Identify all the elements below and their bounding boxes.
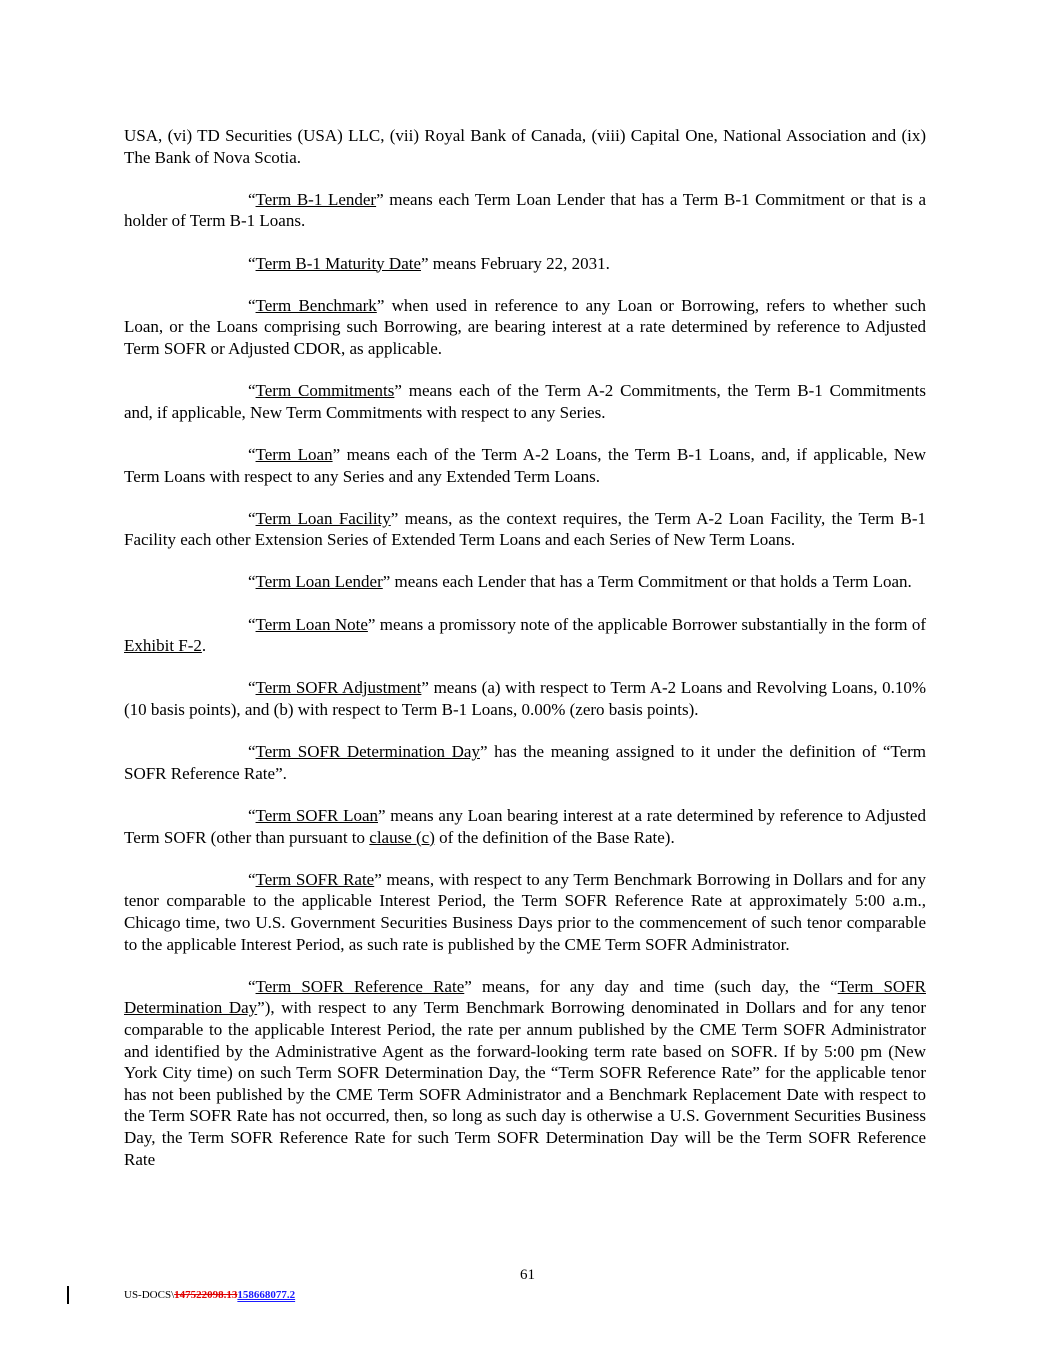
definition-paragraph <box>124 444 926 487</box>
definition-paragraph <box>124 253 926 275</box>
document-id-inserted: 158668077.2 <box>237 1289 296 1301</box>
defined-term: Term SOFR Determination Day <box>255 742 480 762</box>
defined-term: Term SOFR Loan <box>255 806 378 825</box>
paragraph-text: “ <box>248 295 256 315</box>
defined-term: Term SOFR Reference Rate <box>255 976 465 996</box>
paragraph-text: ” means February 22, 2031. <box>421 253 610 273</box>
paragraph-text: ” when used in reference to any Loan or Borrowing, refers to whether such Loan, or the Loans comprising such Borrowing, are bearing interest at a rate determined by reference to Adjusted Term SOFR or Adjusted CDOR, as applicable. <box>124 295 926 358</box>
definition-paragraph <box>124 380 926 423</box>
paragraph-text: “ <box>248 508 256 528</box>
definition-paragraph <box>124 125 926 168</box>
document-id <box>124 1289 295 1301</box>
paragraph-text: ” means each Lender that has a Term Commitment or that holds a Term Loan. <box>382 572 912 592</box>
paragraph-text: ” means a promissory note of the applicable Borrower substantially in the form of <box>367 614 926 634</box>
defined-term: Term B-1 Lender <box>255 189 377 209</box>
definition-paragraph <box>124 508 926 551</box>
paragraph-text: ”), with respect to any Term Benchmark Borrowing denominated in Dollars and for any tenor comparable to the applicable Interest Period, the rate per annum published by the CME Term SOFR Administrator and identified by the Administrative Agent as the forward-looking term rate based on SOFR. If by 5:00 pm (New York City time) on such Term SOFR Determination Day, the “Term SOFR Reference Rate” for the applicable tenor has not been published by the CME Term SOFR Administrator and a Benchmark Replacement Date with respect to the Term SOFR Rate has not occurred, then, so long as such day is otherwise a U.S. Government Securities Business Day, the Term SOFR Reference Rate for such Term SOFR Determination Day will be the Term SOFR Reference Rate <box>124 998 926 1169</box>
paragraph-text: “ <box>248 742 256 762</box>
defined-term: Term Benchmark <box>255 295 377 315</box>
defined-term: Term Loan <box>255 444 333 464</box>
paragraph-text: “ <box>248 444 256 464</box>
paragraph-text: ” means, with respect to any Term Benchmark Borrowing in Dollars and for any tenor comparable to the applicable Interest Period, the Term SOFR Reference Rate at approximately 5:00 a.m., Chicago time, two U.S. Government Securities Business Days prior to the commencement of such tenor comparable to the applicable Interest Period, as such rate is published by the CME Term SOFR Administrator. <box>124 869 927 954</box>
paragraph-text: “ <box>248 869 256 889</box>
paragraph-text: ” means each of the Term A-2 Loans, the Term B-1 Loans, and, if applicable, New Term Loans with respect to any Series and any Extended Term Loans. <box>124 444 926 486</box>
paragraph-text: “ <box>248 189 256 209</box>
defined-term: Term SOFR Rate <box>255 869 375 889</box>
document-id-deleted: 147522098.13 <box>174 1289 238 1301</box>
definition-paragraph <box>124 677 926 720</box>
paragraph-text: ” means any Loan bearing interest at a rate determined by reference to Adjusted Term SOFR (other than pursuant to <box>124 806 926 847</box>
paragraph-text: USA, (vi) TD Securities (USA) LLC, (vii) Royal Bank of Canada, (viii) Capital One, National Association and (ix) The Bank of Nova Scotia. <box>124 126 926 167</box>
paragraph-text: “ <box>248 572 256 592</box>
defined-term: Term SOFR Determination Day <box>124 976 926 1018</box>
defined-term: Term B-1 Maturity Date <box>255 253 422 273</box>
definition-paragraph <box>124 869 926 955</box>
defined-term: clause (c) <box>369 827 435 847</box>
paragraph-text: ” means each Term Loan Lender that has a Term B-1 Commitment or that is a holder of Term B-1 Loans. <box>124 189 926 231</box>
defined-term: Term Commitments <box>255 381 395 401</box>
definition-paragraph <box>124 189 926 232</box>
revision-change-bar <box>67 1286 69 1304</box>
paragraph-text: “ <box>248 253 256 273</box>
paragraph-text: “ <box>248 678 256 698</box>
document-id-prefix: US-DOCS\ <box>124 1289 175 1301</box>
defined-term: Term Loan Note <box>255 614 368 634</box>
paragraph-text: of the definition of the Base Rate). <box>434 827 675 847</box>
paragraph-text: ” means, for any day and time (such day, the “ <box>464 976 838 996</box>
definition-paragraph <box>124 976 926 1170</box>
definition-paragraph <box>124 571 926 593</box>
definition-paragraph <box>124 614 926 657</box>
paragraph-text: ” means (a) with respect to Term A-2 Loans and Revolving Loans, 0.10% (10 basis points), and (b) with respect to Term B-1 Loans, 0.00% (zero basis points). <box>124 678 927 720</box>
document-body <box>124 125 926 1191</box>
paragraph-text: ” has the meaning assigned to it under the definition of “Term SOFR Reference Rate”. <box>124 742 926 783</box>
paragraph-text: . <box>201 636 207 656</box>
definition-paragraph <box>124 295 926 360</box>
paragraph-text: “ <box>248 614 256 634</box>
defined-term: Term Loan Facility <box>255 508 391 528</box>
defined-term: Term SOFR Adjustment <box>255 678 422 698</box>
paragraph-text: “ <box>248 806 256 825</box>
paragraph-text: ” means each of the Term A-2 Commitments, the Term B-1 Commitments and, if applicable, New Term Commitments with respect to any Series. <box>124 381 926 422</box>
definition-paragraph <box>124 741 926 784</box>
page-number: 61 <box>520 1267 535 1283</box>
paragraph-text: “ <box>248 976 256 996</box>
paragraph-text: ” means, as the context requires, the Term A-2 Loan Facility, the Term B-1 Facility each other Extension Series of Extended Term Loans and each Series of New Term Loans. <box>124 508 927 550</box>
definition-paragraph <box>124 805 926 848</box>
paragraph-text: “ <box>248 381 256 401</box>
defined-term: Term Loan Lender <box>255 572 383 592</box>
defined-term: Exhibit F-2 <box>124 636 202 656</box>
